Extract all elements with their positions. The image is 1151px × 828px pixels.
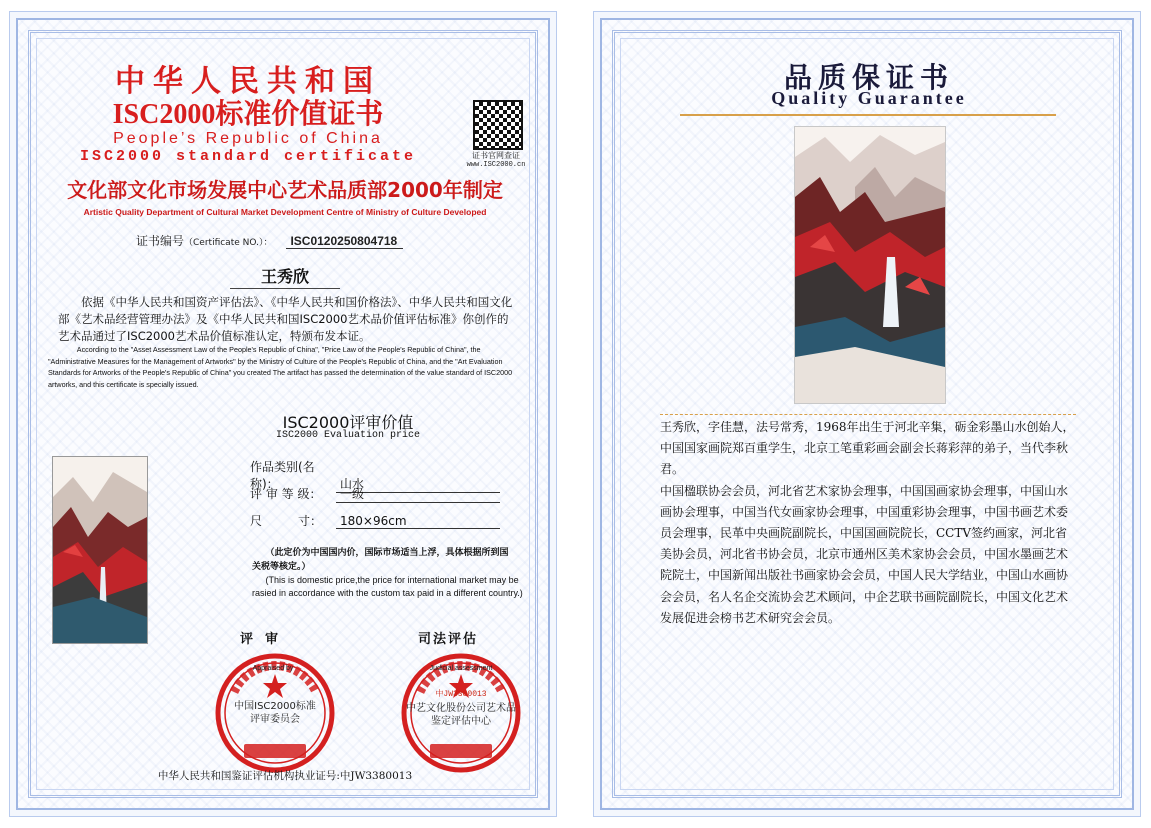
appraise-label: 评审	[240, 632, 291, 647]
judicial-label: 司法评估	[418, 632, 479, 647]
certificate-title-en-line2: ISC2000 standard certificate	[79, 148, 417, 165]
quality-guarantee-title-cn: 品质保证书	[783, 61, 954, 94]
seal-left-cn-line2: 评审委员会	[250, 714, 300, 725]
seal-left-cn-line1: 中国ISC2000标准	[234, 701, 316, 712]
artist-biography	[660, 417, 1076, 629]
seal-right-number: 中JW3380013	[435, 690, 487, 699]
field-size	[250, 512, 500, 529]
field-category	[250, 458, 500, 493]
seal-right-en: Judicial assessment	[429, 665, 493, 672]
artwork-thumbnail	[52, 456, 148, 644]
field-size-value: 180×96cm	[336, 514, 500, 529]
title-divider	[680, 114, 1056, 116]
qr-code-icon	[473, 100, 523, 150]
holder-name-underline	[230, 288, 340, 289]
price-note-en: (This is domestic price,the price for international market may be rasied in accordance with the custom tax paid in a different country.)	[252, 575, 523, 598]
seal-right-cn-line2: 鉴定评估中心	[431, 716, 491, 727]
department-title-en: Artistic Quality Department of Cultural Market Development Centre of Ministry of Culture Developed	[83, 207, 487, 217]
certificate-number-label-en: （Certificate NO.）：	[184, 238, 273, 248]
qr-url: www.ISC2000.cn	[466, 161, 526, 169]
field-grade-value: 一级	[336, 485, 500, 503]
bio-divider	[660, 414, 1076, 415]
bio-paragraph: 王秀欣，字佳慧，法号常秀，1968年出生于河北辛集，砺金彩墨山水创始人， 中国国家画院郑百重学生，北京工笔重彩画会副会长蒋彩萍的弟子，当代李秋君。	[660, 420, 1075, 477]
field-grade	[250, 485, 500, 503]
license-footer: 中华人民共和国鉴证评估机构执业证号:中JW3380013	[157, 770, 413, 782]
holder-name: 王秀欣	[260, 267, 309, 286]
certificate-page-left	[16, 18, 550, 810]
seal-left-stamp	[214, 652, 336, 774]
certificate-title-isc: ISC2000标准价值证书	[112, 99, 384, 130]
certificate-number-value: ISC0120250804718	[286, 234, 403, 249]
field-category-label: 作品类别(名称)：	[250, 460, 315, 491]
field-grade-label: 评 审 等 级：	[250, 487, 322, 501]
field-size-label: 尺 寸：	[250, 514, 323, 528]
certificate-number-row	[136, 232, 403, 249]
certificate-page-right	[600, 18, 1134, 810]
certificate-number-label: 证书编号	[136, 234, 185, 248]
evaluation-title-en: ISC2000 Evaluation price	[275, 430, 421, 441]
quality-guarantee-title-en: Quality Guarantee	[771, 88, 967, 108]
certificate-title-cn: 中华人民共和国	[115, 65, 381, 98]
price-note-cn: （此定价为中国国内价，国际市场适当上浮，具体根据所到国关税等核定。）	[252, 548, 509, 572]
certificate-title-en-line1: People’s Republic of China	[113, 130, 383, 147]
artwork-image	[794, 126, 946, 404]
evaluation-title-cn: ISC2000评审价值	[282, 413, 414, 432]
seal-left-en: Appraised by	[252, 665, 294, 672]
department-title-cn: 文化部文化市场发展中心艺术品质部2000年制定	[67, 178, 503, 202]
certificate-body-en: According to the "Asset Assessment Law of the People's Republic of China", "Price Law of the People's Republic of China", the "Administrative Measures for the Management of Artworks" by the Ministry of Culture of the People's Republic of China, and the "Art Evaluation Standards for Artworks of the People's Republic of China" you created The artifact has passed the determination of the value standard of ISC2000 artworks, and this certificate is specially issued.	[48, 345, 513, 389]
seal-right-cn-line1: 中艺文化股份公司艺术品	[406, 703, 516, 714]
qr-label: 证书官网查证	[472, 151, 520, 160]
seal-right-stamp	[400, 652, 522, 774]
field-category-value: 山水	[336, 475, 500, 493]
bio-paragraph: 中国楹联协会会员，河北省艺术家协会理事，中国国画家协会理事，中国山水画协会理事，中国当代女画家协会理事，中国重彩协会理事，中国书画艺术委员会理事，民革中央画院副院长，中国国画院院长，CCTV签约画家，河北省美协会员，河北省书协会员，北京市通州区美术家协会会员，中国水墨画艺术院院士，中国新闻出版社书画家协会会员，中国人民大学结业，中国山水画协会会员，名人名企交流协会艺术顾问，中企艺联书画院副院长，中国文化艺术发展促进会榜书艺术研究会会员。	[660, 483, 1069, 625]
certificate-body-cn: 依据《中华人民共和国资产评估法》、《中华人民共和国价格法》、中华人民共和国文化部《艺术品经营管理办法》及《中华人民共和国ISC2000艺术品价值评估标准》你创作的艺术品通过了ISC2000艺术品价值标准认定，特颁布发本证。	[58, 295, 513, 343]
